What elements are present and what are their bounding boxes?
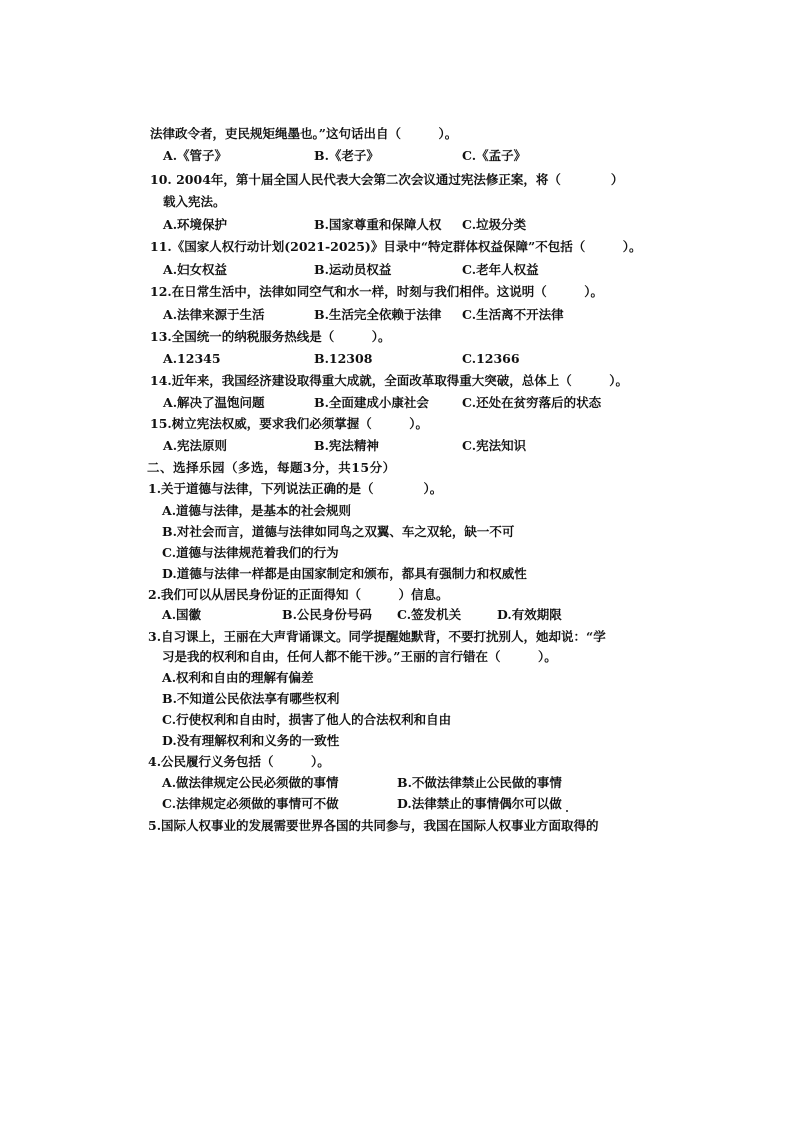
multi-question-2-option-a: A.国徽: [162, 607, 202, 622]
question-10-stem-line2: 载入宪法。: [163, 194, 226, 209]
multi-question-2-option-d: D.有效期限: [497, 607, 562, 622]
multi-question-1-option-d: D.道德与法律一样都是由国家制定和颁布，都具有强制力和权威性: [162, 566, 527, 581]
question-11-option-c: C.老年人权益: [462, 262, 539, 277]
question-9-stem-continued: 法律政令者，吏民规矩绳墨也。”这句话出自（ ）。: [150, 126, 458, 141]
question-10-stem: 10. 2004年，第十届全国人民代表大会第二次会议通过宪法修正案，将（ ）: [150, 172, 624, 187]
question-14-stem: 14.近年来，我国经济建设取得重大成就，全面改革取得重大突破，总体上（ ）。: [150, 373, 628, 388]
question-13-option-c: C.12366: [462, 351, 520, 366]
multi-question-3-option-c: C.行使权利和自由时，损害了他人的合法权利和自由: [162, 712, 452, 727]
multi-question-4-option-c: C.法律规定必须做的事情可不做: [162, 796, 339, 811]
multi-question-3-option-d: D.没有理解权利和义务的一致性: [162, 733, 340, 748]
question-13-option-b: B.12308: [314, 351, 373, 366]
multi-question-3-stem-line2: 习是我的权利和自由，任何人都不能干涉。”王丽的言行错在（ ）。: [162, 649, 557, 664]
multi-question-1-option-a: A.道德与法律，是基本的社会规则: [162, 503, 352, 518]
multi-question-2-stem: 2.我们可以从居民身份证的正面得知（ ）信息。: [148, 587, 449, 602]
question-10-option-a: A.环境保护: [163, 217, 228, 232]
question-12-option-a: A.法律来源于生活: [163, 307, 265, 322]
question-11-option-a: A.妇女权益: [163, 262, 228, 277]
section-2-heading: 二、选择乐园（多选，每题3分，共15分）: [147, 460, 396, 475]
question-15-option-a: A.宪法原则: [163, 438, 228, 453]
multi-question-2-option-b: B.公民身份号码: [282, 607, 372, 622]
question-14-option-b: B.全面建成小康社会: [314, 395, 429, 410]
question-14-option-a: A.解决了温饱问题: [163, 395, 265, 410]
multi-question-1-stem: 1.关于道德与法律，下列说法正确的是（ ）。: [148, 481, 443, 496]
question-15-stem: 15.树立宪法权威，要求我们必须掌握（ ）。: [150, 416, 428, 431]
multi-question-1-option-c: C.道德与法律规范着我们的行为: [162, 545, 339, 560]
question-12-stem: 12.在日常生活中，法律如同空气和水一样，时刻与我们相伴。这说明（ ）。: [150, 284, 603, 299]
question-15-option-c: C.宪法知识: [462, 438, 527, 453]
question-15-option-b: B.宪法精神: [314, 438, 379, 453]
multi-question-5-stem: 5.国际人权事业的发展需要世界各国的共同参与，我国在国际人权事业方面取得的: [148, 818, 599, 833]
scan-speck: [566, 810, 568, 812]
multi-question-4-option-b: B.不做法律禁止公民做的事情: [397, 775, 562, 790]
question-9-option-c: C.《孟子》: [462, 148, 527, 163]
multi-question-4-option-d: D.法律禁止的事情偶尔可以做: [397, 796, 562, 811]
question-13-option-a: A.12345: [163, 351, 221, 366]
question-10-option-c: C.垃圾分类: [462, 217, 527, 232]
question-12-option-c: C.生活离不开法律: [462, 307, 564, 322]
question-11-option-b: B.运动员权益: [314, 262, 392, 277]
multi-question-1-option-b: B.对社会而言，道德与法律如同鸟之双翼、车之双轮，缺一不可: [162, 524, 515, 539]
question-12-option-b: B.生活完全依赖于法律: [314, 307, 442, 322]
question-13-stem: 13.全国统一的纳税服务热线是（ ）。: [150, 329, 391, 344]
multi-question-4-stem: 4.公民履行义务包括（ ）。: [148, 754, 330, 769]
multi-question-4-option-a: A.做法律规定公民必须做的事情: [162, 775, 339, 790]
question-9-option-a: A.《管子》: [163, 148, 228, 163]
multi-question-3-option-b: B.不知道公民依法享有哪些权利: [162, 691, 340, 706]
question-11-stem: 11.《国家人权行动计划(2021-2025)》目录中“特定群体权益保障”不包括（ ）。: [150, 239, 642, 254]
question-14-option-c: C.还处在贫穷落后的状态: [462, 395, 602, 410]
multi-question-3-option-a: A.权利和自由的理解有偏差: [162, 670, 314, 685]
multi-question-3-stem: 3.自习课上，王丽在大声背诵课文。同学提醒她默背，不要打扰别人，她却说：“学: [148, 629, 606, 644]
question-9-option-b: B.《老子》: [314, 148, 379, 163]
question-10-option-b: B.国家尊重和保障人权: [314, 217, 442, 232]
multi-question-2-option-c: C.签发机关: [397, 607, 462, 622]
